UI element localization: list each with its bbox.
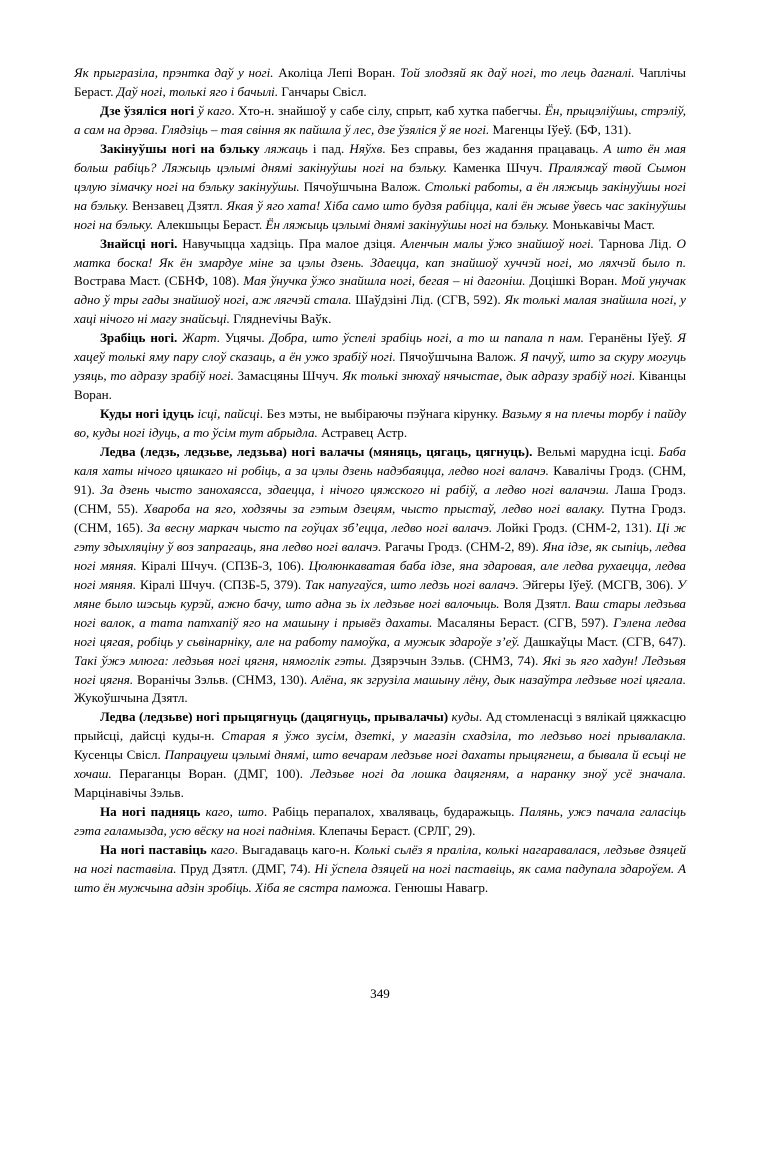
definition-or-source: Масаляны Бераст. (СГВ, 597). [437, 614, 614, 630]
example-text: Ці ж гэту здыхляціну ў воз запрагаць, яна ледво ногі валачэ. [74, 519, 686, 554]
example-text: Ледзьве ногі да лошка дацягням, а наранку зноў усё значала. [310, 766, 686, 782]
definition-or-source: Пруд Дзятл. (ДМГ, 74). [180, 861, 315, 877]
example-text: Так напугаўся, што ледзь ногі валачэ. [305, 576, 523, 592]
definition-or-source: Пераганцы Воран. (ДМГ, 100). [119, 766, 311, 782]
entry-ledva-nogi-pryciahnuc [74, 708, 686, 803]
example-text: Як прыгразіла, прэнтка даў у ногі. [74, 65, 279, 80]
example-text: Якая ў яго хата! Хіба само што будзя рабіцца, калі ён жыве ўвесь час закінуўшы ногі на бэльку. [74, 197, 686, 232]
example-text: Палянь, ужэ пачала галасіць гэта галамызда, усю вёску на ногі паднімя. [74, 804, 686, 839]
definition-or-source: Геранёны Іўеў. [588, 330, 678, 346]
example-text: Столькі работы, а ён ляжыць закінуўшы ногі на бэльку. [74, 178, 686, 213]
definition-or-source: Рагачы Гродз. (СНМ-2, 89). [384, 538, 543, 554]
entry-ledva-nogi-valachy [74, 443, 686, 708]
entry-znaysci-nogi [74, 235, 686, 330]
definition-or-source: Лаша Гродз. (СНМ, 55). [74, 481, 686, 516]
example-text: Даў ногі, толькі яго і бачылі. [116, 83, 282, 99]
definition-or-source: Навучыцца хадзіць. Пра малое дзіця. [182, 235, 401, 251]
definition-or-source: Магенцы Іўеў. (БФ, 131). [492, 121, 632, 137]
definition-or-source: Гляднevічы Ваўк. [233, 311, 332, 327]
definition-or-source: . Ад стомленасці з вялікай цяжкасцю прыйсці, дайсці куды-н. [74, 709, 686, 744]
example-text: Алёна, як згрузіла машыну лёну, дык назаўтра ледзьве ногі цягала. [310, 671, 686, 687]
example-text: Колькі сьлёз я праліла, колькі нагаравалася, ледзьве дзяцей на ногі паставіла. [74, 842, 686, 877]
definition-or-source: . Хто-н. знайшоў у сабе сілу, спрыт, каб хутка пабегчы. [231, 102, 545, 118]
definition-or-source: Дашкаўцы Маст. (СГВ, 647). [523, 633, 686, 649]
definition-or-source: . Выгадаваць каго-н. [234, 842, 355, 858]
headword: Куды ногі ідуць [100, 406, 198, 422]
example-text: Я хацеў толькі яму пару слоў сказаць, а ён ужо зрабіў ногі. [74, 330, 686, 365]
example-text: Мой унучак адно ў тры гады знайшоў ногі, аж лягчэй стала. [74, 273, 686, 308]
example-text: ісці, пайсці [197, 406, 260, 422]
example-text: Старая я ўжо зусім, дзеткі, у магазін схадзіла, то ледзьво ногі прывалакла. [221, 728, 686, 744]
definition-or-source: Астравец Астр. [321, 425, 408, 441]
paragraph-continuation-top [74, 64, 686, 102]
definition-or-source: Аколіца Лепі Воран. [278, 65, 400, 80]
headword: Зрабіць ногі. [100, 330, 183, 346]
example-text: За дзень чысто занохаясса, здаецца, і нічого цяжского ні рабіў, а ледво ногі валачэш. [100, 481, 615, 497]
definition-or-source: Вострава Маст. (СБНФ, 108). [74, 273, 244, 289]
definition-or-source: Чаплічы Бераст. [74, 65, 686, 99]
example-text: ў каго [197, 102, 232, 118]
definition-or-source: Кіралі Шчуч. (СПЗБ-5, 379). [140, 576, 306, 592]
example-text: Ён, прыцэліўшы, стрэліў, а сам на дрэва. Глядзіць – тая свіння як пайшла ў лес, дзе ўзяліся ў яе ногі. [74, 102, 686, 137]
example-text: Мая ўнучка ўжо знайшла ногі, бегая – ні дагоніш. [243, 273, 530, 289]
example-text: Аленчын малы ўжо знайшоў ногі. [400, 235, 599, 251]
entry-zrabic-nogi [74, 329, 686, 405]
example-text: Такі ўжэ млюга: ледзьвя ногі цягня, нямоглік гэты. [74, 652, 372, 668]
entry-dze-uzyalisya-nogi [74, 102, 686, 140]
example-text: Яна ідзе, як сыпіць, ледва ногі мяняя. [74, 538, 687, 573]
example-text: Добра, што ўспелі зрабіць ногі, а то ш папала п нам. [269, 330, 589, 346]
entry-zakinuushy-nogi-na-balku [74, 140, 686, 235]
example-text: Праляжаў твой Сымон цэлую зімачку ногі на бэльку закінуўшы. [74, 159, 686, 194]
example-text: каго [210, 842, 235, 858]
definition-or-source: Генюшы Навагр. [394, 879, 489, 895]
example-text: Які зь яго хадун! Ледзьвя ногі цягня. [74, 652, 687, 687]
definition-or-source: Алекшыцы Бераст. [156, 216, 266, 232]
headword: Закінуўшы ногі на бэльку [100, 140, 265, 156]
entry-na-nogi-pastavic [74, 841, 686, 898]
definition-or-source: Каменка Шчуч. [452, 159, 549, 175]
definition-or-source: Воранічы Зэльв. (СНМЗ, 130). [136, 671, 311, 687]
headword: Ледва (ледзьве) ногі прыцягнуць (дацягнуць, прывалачы) [100, 709, 452, 725]
definition-or-source: Кіралі Шчуч. (СПЗБ-3, 106). [141, 557, 309, 573]
definition-or-source: Жукоўшчына Дзятл. [74, 690, 188, 706]
definition-or-source: . Без мэты, не выбіраючы пэўнага кірунку. [259, 406, 502, 422]
example-text: Ваш стары ледзьва ногі валок, а тата патхапіў яго на машыну і прывёз дахаты. [74, 595, 686, 630]
example-text: Ні ўспела дзяцей на ногі паставіць, як сама падупала здароўем. А што ён мужчына адзін зробіць. Хіба яе сястра паможа. [74, 861, 686, 895]
page-text-body [74, 64, 686, 898]
example-text: А што ён мая больш рабіць? Ляжыць цэлымі днямі закінуўшы ногі на бэльку. [74, 140, 686, 175]
definition-or-source: Кавалічы Гродз. (СНМ, 91). [74, 463, 687, 497]
example-text: Як толькі малая знайшла ногі, у хаці нічого ні магу знайсьці. [74, 292, 686, 327]
definition-or-source: Дзярэчын Зэльв. (СНМЗ, 74). [371, 652, 543, 668]
example-text: Той злодзяй як даў ногі, то лець дагналі. [399, 65, 640, 80]
definition-or-source: . Уцячы. [216, 330, 270, 346]
entry-kudy-nogi-iduc [74, 405, 686, 443]
example-text: Вазьму я на плечы торбу і пайду во, куды ногі ідуць, а то ўсім тут абрыдла. [74, 406, 687, 441]
definition-or-source: Вензавец Дзятл. [132, 197, 227, 213]
example-text: У мяне было шэсьць курэй, ажно бачу, што адна зь іх ледзьве ногі валочыць. [74, 576, 686, 611]
headword: Ледва (ледзь, ледзьве, ледзьва) ногі валачы (мяняць, цягаць, цягнуць). [100, 444, 537, 460]
definition-or-source: Ківанцы Воран. [74, 368, 686, 403]
definition-or-source: Тарнова Лід. [598, 235, 677, 251]
definition-or-source: Ганчары Свісл. [281, 83, 367, 99]
example-text: Папрацуеш цэлымі днямі, што вечарам ледзьве ногі дахаты прыцягнеш, а бывала й есьці не хочаш. [74, 747, 686, 782]
definition-or-source: Монькавічы Маст. [552, 216, 655, 232]
example-text: Ён ляжыць цэлымі днямі закінуўшы ногі на бэльку. [265, 216, 553, 232]
definition-or-source: Воля Дзятл. [503, 595, 575, 611]
definition-or-source: Лойкі Гродз. (СНМ-2, 131). [496, 519, 657, 535]
definition-or-source: Замасцяны Шчуч. [237, 368, 343, 384]
example-text: каго, што [205, 804, 264, 820]
headword: На ногі паставіць [100, 842, 211, 858]
example-text: куды [451, 709, 479, 725]
example-text: Гэлена ледва ногі цягая, робіць у сьвінарніку, але на работу памоўка, а мужык здароўе з’еў. [74, 614, 686, 649]
example-text: Хвароба на яго, ходзячы за гэтым дзецям, чысто прыстаў, ледво ногі валаку. [143, 500, 611, 516]
definition-or-source: і пад. [312, 140, 350, 156]
headword: Знайсці ногі. [100, 235, 183, 251]
entry-na-nogi-padnyac [74, 803, 686, 841]
definition-or-source: Вельмі марудна ісці. [536, 444, 659, 460]
definition-or-source: Пячоўшчына Валож. [303, 178, 425, 194]
example-text: Як толькі знюхаў нячыстае, дык адразу зрабіў ногі. [342, 368, 639, 384]
example-text: Цюлюнкаватая баба ідзе, яна здаровая, але ледва рухаецца, ледва ногі мяняя. [74, 557, 686, 592]
definition-or-source: Доцішкі Воран. [529, 273, 622, 289]
definition-or-source: Марцінавічы Зэльв. [74, 785, 184, 801]
definition-or-source: Эйгеры Іўеў. (МСГВ, 306). [522, 576, 678, 592]
page-number: 349 [370, 986, 390, 1001]
example-text: За весну маркач чысто па гоўцах зб’ецца, ледво ногі валачэ. [147, 519, 497, 535]
definition-or-source: . Рабіць перапалох, хваляваць, бударажыць. [263, 804, 520, 820]
definition-or-source: Шаўдзіні Лід. (СГВ, 592). [355, 292, 505, 308]
definition-or-source: Пячоўшчына Валож. [399, 349, 520, 365]
definition-or-source: . Без справы, без жадання працаваць. [382, 140, 604, 156]
example-text: Няўхв [349, 140, 383, 156]
example-text: Жарт [182, 330, 217, 346]
headword: На ногі падняць [100, 804, 206, 820]
example-text: О матка боска! Як ён змардуе міне за цэлы дзень. Здаецца, кап знайшоў хуччэй ногі, мо ляхчэй было п. [74, 235, 686, 270]
definition-or-source: Кусенцы Свісл. [74, 747, 165, 763]
definition-or-source: Путна Гродз. (СНМ, 165). [74, 500, 686, 535]
definition-or-source: Клепачы Бераст. (СРЛГ, 29). [318, 823, 476, 839]
example-text: ляжаць [264, 140, 313, 156]
headword: Дзе ўзяліся ногі [100, 102, 198, 118]
example-text: Я пачуў, што за скуру могуць узяць, то адразу зрабіў ногі. [74, 349, 686, 384]
example-text: Баба каля хаты нічого цяшкаго ні робіць, а за цэлы дзень надэбаяцца, ледво ногі валачэ. [74, 444, 687, 479]
